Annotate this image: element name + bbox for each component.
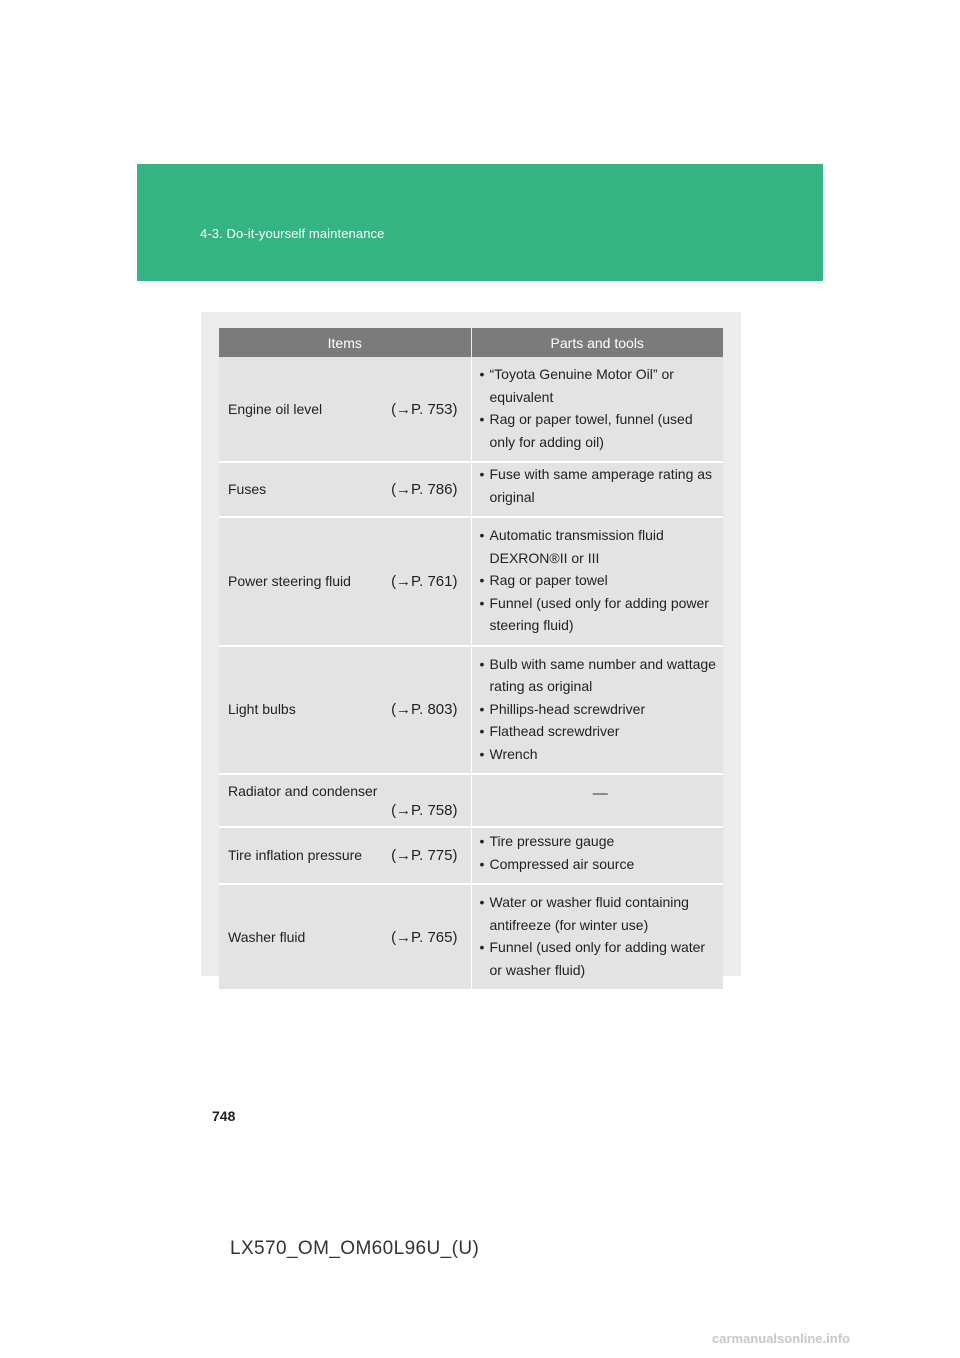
table-row [219, 774, 723, 827]
item-name: Tire inflation pressure [228, 847, 363, 863]
item-name: Washer fluid [228, 928, 306, 945]
table-header-row [219, 328, 723, 357]
item-cell [219, 462, 471, 517]
document-code: LX570_OM_OM60L96U_(U) [230, 1238, 480, 1259]
list-item: • Phillips-head screwdriver [480, 698, 722, 721]
item-name: Radiator and condenser [228, 782, 378, 799]
list-item: • Fuse with same amperage rating as original [480, 463, 722, 508]
section-title: 4-3. Do-it-yourself maintenance [200, 226, 385, 241]
parts-cell [471, 646, 723, 775]
maintenance-table-panel [201, 312, 741, 976]
page-reference-link[interactable]: (→P. 803) [391, 701, 458, 719]
list-item: • Rag or paper towel, funnel (used only for adding oil) [480, 408, 722, 453]
parts-cell [471, 357, 723, 462]
parts-cell [471, 774, 723, 827]
list-item: • Bulb with same number and wattage rating as original [480, 653, 722, 698]
page-reference-link[interactable]: (→P. 753) [391, 400, 458, 418]
column-header-items: Items [219, 328, 471, 357]
list-item: • Automatic transmission fluid DEXRON®II or III [480, 524, 722, 569]
parts-cell [471, 462, 723, 517]
item-name: Engine oil level [228, 400, 323, 417]
maintenance-table [219, 328, 723, 991]
item-cell [219, 646, 471, 775]
list-item: • Flathead screwdriver [480, 720, 722, 743]
table-row [219, 517, 723, 646]
item-cell [219, 827, 471, 884]
parts-cell [471, 517, 723, 646]
item-cell [219, 517, 471, 646]
list-item: • “Toyota Genuine Motor Oil” or equivalent [480, 363, 722, 408]
page-reference-link[interactable]: (→P. 786) [391, 481, 458, 498]
page-reference-link[interactable]: (→P. 765) [391, 928, 458, 946]
table-row [219, 462, 723, 517]
list-item: • Rag or paper towel [480, 569, 722, 592]
item-name: Light bulbs [228, 701, 296, 718]
item-name: Power steering fluid [228, 572, 351, 589]
page-number: 748 [212, 1108, 236, 1124]
page-reference-link[interactable]: (→P. 775) [391, 847, 458, 864]
parts-cell [471, 827, 723, 884]
table-row [219, 357, 723, 462]
list-item: • Compressed air source [480, 853, 722, 876]
no-parts-dash: — [592, 785, 608, 802]
item-name: Fuses [228, 481, 267, 497]
page-reference-link[interactable]: (→P. 761) [391, 572, 458, 590]
table-row [219, 646, 723, 775]
column-header-parts: Parts and tools [471, 328, 723, 357]
table-row [219, 884, 723, 990]
section-header-band [137, 164, 823, 281]
list-item: • Funnel (used only for adding water or washer fluid) [480, 936, 722, 981]
parts-cell [471, 884, 723, 990]
watermark-text: carmanualsonline.info [712, 1331, 850, 1346]
list-item: • Tire pressure gauge [480, 830, 722, 853]
list-item: • Wrench [480, 743, 722, 766]
item-cell [219, 884, 471, 990]
table-row [219, 827, 723, 884]
item-cell [219, 357, 471, 462]
item-cell [219, 774, 471, 827]
page-reference-link[interactable]: (→P. 758) [391, 801, 458, 819]
list-item: • Water or washer fluid containing antifreeze (for winter use) [480, 891, 722, 936]
list-item: • Funnel (used only for adding power steering fluid) [480, 592, 722, 637]
